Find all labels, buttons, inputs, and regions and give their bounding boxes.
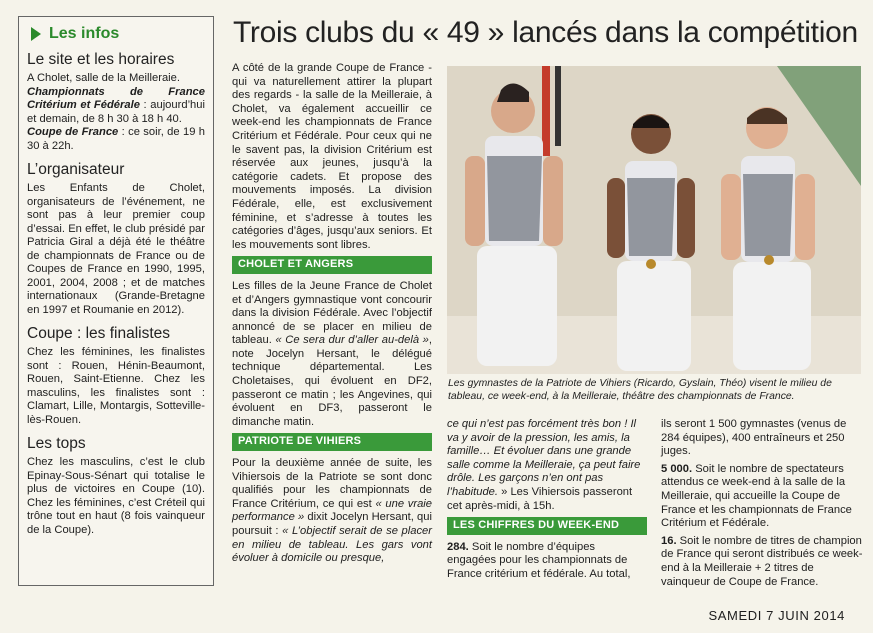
body-text: Soit le nombre de spectateurs attendus ce week-end à la salle de la Meilleraie, qui accueille la Coupe de France et les championnats de France Critérium et Fédérale.	[661, 462, 852, 530]
sidebar-paragraph: Chez les féminines, les finalistes sont : Rouen, Hénin-Beaumont, Rouen, Saint-Etienne. Chez les masculins, les finalistes sont : Clamart, Lille, Montargis, Sotteville-lès-Rouen.	[27, 346, 205, 426]
section-header-vihiers: PATRIOTE DE VIHIERS	[232, 433, 432, 451]
sidebar-section-finalistes	[27, 325, 205, 427]
body-text: Pour la deuxième année de suite, les Vihiersois de la Patriote se sont donc qualifiés pour les championnats de France Critérium, ce qui est	[232, 457, 432, 510]
sidebar-heading: Coupe : les finalistes	[27, 325, 171, 342]
sidebar-kicker	[31, 25, 205, 43]
photo-caption: Les gymnastes de la Patriote de Vihiers (Ricardo, Gyslain, Théo) visent le milieu de tableau, ce week-end, à la Meilleraie, théâtre des championnats de France.	[448, 378, 832, 402]
figure-284-paragraph	[447, 541, 647, 582]
article-column-1	[232, 62, 432, 570]
section-header-chiffres: LES CHIFFRES DU WEEK-END	[447, 517, 647, 535]
sidebar-paragraph: Les Enfants de Cholet, organisateurs de l’événement, ne sont pas à leur premier coup d’essai. En effet, le club présidé par Patricia Giral a déjà été le théâtre de championnats de France ou de Coupes de France en 1990, 1995, 2001, 2004, 2008 ; et de matches internationaux (Grande-Bretagne en 1997 et Roumanie en 2012).	[27, 182, 205, 316]
quote-text: « une vraie performance »	[232, 497, 433, 524]
figure-16-paragraph	[661, 535, 863, 589]
section-header-cholet-angers: CHOLET ET ANGERS	[232, 256, 432, 274]
sidebar-heading: L’organisateur	[27, 161, 125, 178]
body-text: Les filles de la Jeune France de Cholet et d’Angers gymnastique vont concourir dans la division Fédérale. Avec l’objectif annoncé de se placer en milieu de tableau.	[232, 279, 432, 347]
quote-text: « Ce sera dur d’aller au-delà »	[275, 334, 429, 347]
quote-text: « L’objectif serait de se placer en milieu de tableau. Les gars vont évoluer à domicile ou presque,	[232, 525, 432, 565]
triangle-bullet-icon	[31, 27, 41, 41]
section-vihiers-paragraph	[232, 457, 432, 566]
section-cholet-paragraph	[232, 280, 432, 430]
sidebar-paragraph: Chez les masculins, c’est le club Epinay-Sous-Sénart qui totalise le plus de victoires en Coupe (10). Chez les féminines, c’est Créteil qui trône tout en haut (8 fois vainqueur de la Coupe).	[27, 456, 205, 536]
sidebar-text: A Cholet, salle de la Meilleraie.	[27, 72, 180, 84]
body-text: , note Jocelyn Hersant, le délégué technique départemental. Les Choletaises, qui évoluent en DF2, passeront ce matin ; les Angevines, qui évoluent en DF3, passeront le dimanche matin.	[232, 334, 433, 428]
body-text: » Les Vihiersois passeront cet après-midi, à 15h.	[447, 485, 633, 512]
sidebar-section-organisateur	[27, 161, 205, 317]
intro-paragraph: A côté de la grande Coupe de France - qui va naturellement attirer la plupart des regards - la salle de la Meilleraie, à Cholet, va également accueillir ce week-end les championnats de France Critérium et Fédérale. Pour ceux qui ne le savent pas, la division Critérium est réservée aux jeunes, jusqu’à la catégorie cadets. Et propose des mouvements imposés. La division Fédérale, elle, est exclusivement féminine, et s’adresse à toutes les catégories d’âges, jusqu’aux seniors. Et les mouvements sont libres.	[232, 62, 432, 251]
body-text: Soit le nombre de titres de champion de France qui seront distribués ce week-end à la Meilleraie + 2 titres de vainqueur de Coupe de France.	[661, 534, 863, 588]
figure-number: 284.	[447, 540, 469, 553]
sidebar-heading: Le site et les horaires	[27, 51, 175, 68]
gymnasts-photo	[447, 66, 861, 374]
figure-number: 16.	[661, 534, 677, 547]
article-column-2	[447, 418, 647, 582]
info-sidebar	[18, 16, 214, 586]
sidebar-heading: Les tops	[27, 435, 86, 452]
figure-number: 5 000.	[661, 462, 693, 475]
sidebar-kicker-label: Les infos	[49, 25, 120, 42]
body-text: Soit le nombre d’équipes engagées pour les championnats de France critérium et fédérale. Au total,	[447, 540, 631, 580]
sidebar-section-site	[27, 51, 205, 153]
article-column-3	[661, 418, 863, 589]
figure-totals-paragraph: ils seront 1 500 gymnastes (venus de 284 équipes), 400 entraîneurs et 250 juges.	[661, 418, 847, 458]
sidebar-text: : ce soir, de 19 h 30 à 22h.	[27, 126, 206, 152]
sidebar-bold-text: Championnats de France Critérium et Fédérale	[27, 85, 205, 111]
body-text: dixit Jocelyn Hersant, qui poursuit :	[232, 511, 432, 537]
sidebar-bold-text: Coupe de France	[27, 126, 119, 138]
quote-text: ce qui n’est pas forcément très bon ! Il va y avoir de la pression, les amis, la famille… Et évoluer dans une grande salle comme la Meilleraie, ça peut faire drôle. Les garçons n’en ont pas l’habitude.	[447, 418, 641, 498]
article-headline: Trois clubs du « 49 » lancés dans la compétition	[233, 16, 858, 49]
gymnasts-illustration	[447, 66, 861, 374]
sidebar-text: : aujourd’hui et demain, de 8 h 30 à 18 h 40.	[27, 99, 205, 125]
sidebar-section-tops	[27, 435, 205, 537]
figure-5000-paragraph	[661, 463, 863, 531]
vihiers-quote-continued	[447, 418, 647, 513]
page-date: SAMEDI 7 JUIN 2014	[708, 608, 845, 623]
sidebar-paragraph	[27, 72, 205, 153]
